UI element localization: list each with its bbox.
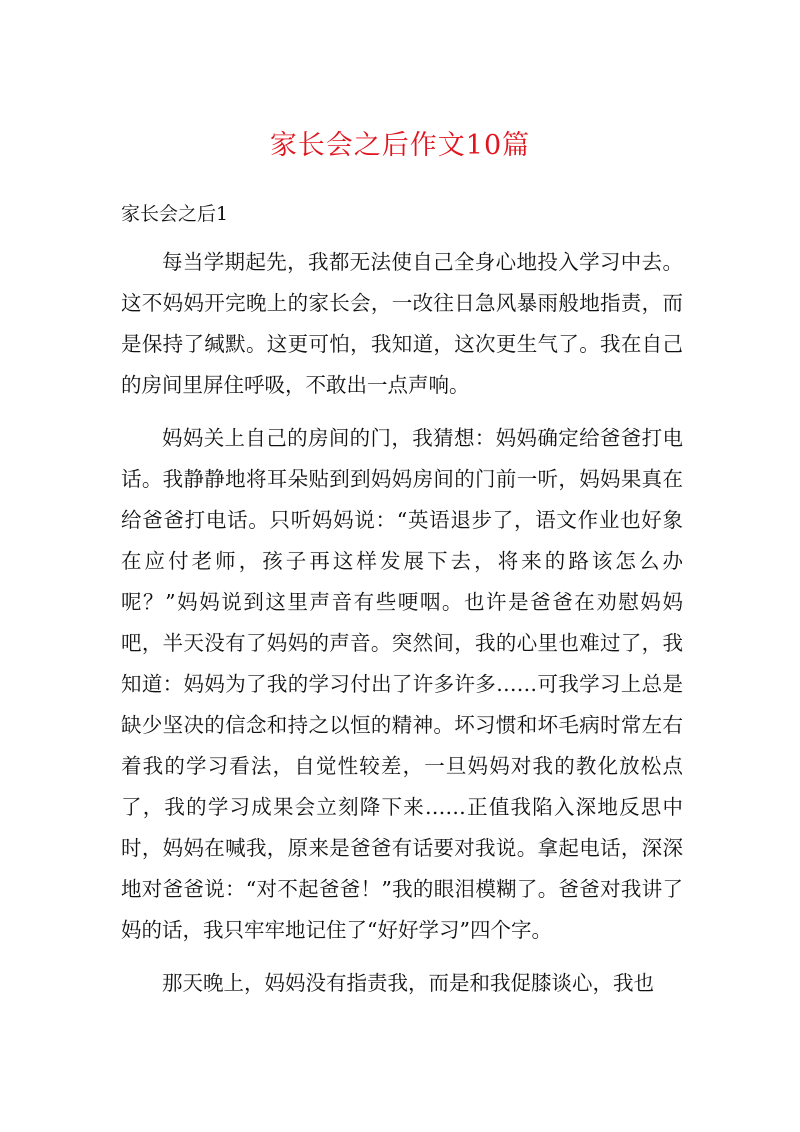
paragraph-1: 每当学期起先，我都无法使自己全身心地投入学习中去。这不妈妈开完晚上的家长会，一改往日急风暴雨般地指责，而是保持了缄默。这更可怕，我知道，这次更生气了。我在自己的房间里屏住呼吸，不敢出一点声响。	[121, 250, 683, 397]
document-body	[121, 242, 683, 1016]
paragraph-3: 那天晚上，妈妈没有指责我，而是和我促膝谈心，我也	[162, 971, 654, 995]
section-heading: 家长会之后1	[121, 203, 229, 225]
paragraph-2: 妈妈关上自己的房间的门，我猜想：妈妈确定给爸爸打电话。我静静地将耳朵贴到到妈妈房间的门前一听，妈妈果真在给爸爸打电话。只听妈妈说：“英语退步了，语文作业也好象在应付老师，孩子再这样发展下去，将来的路该怎么办呢？”妈妈说到这里声音有些哽咽。也许是爸爸在劝慰妈妈吧，半天没有了妈妈的声音。突然间，我的心里也难过了，我知道：妈妈为了我的学习付出了许多许多……可我学习上总是缺少坚决的信念和持之以恒的精神。坏习惯和坏毛病时常左右着我的学习看法，自觉性较差，一旦妈妈对我的教化放松点了，我的学习成果会立刻降下来……正值我陷入深地反思中时，妈妈在喊我，原来是爸爸有话要对我说。拿起电话，深深地对爸爸说：“对不起爸爸！”我的眼泪模糊了。爸爸对我讲了妈的话，我只牢牢地记住了“好好学习”四个字。	[121, 426, 683, 942]
document-title: 家长会之后作文10篇	[269, 130, 531, 161]
